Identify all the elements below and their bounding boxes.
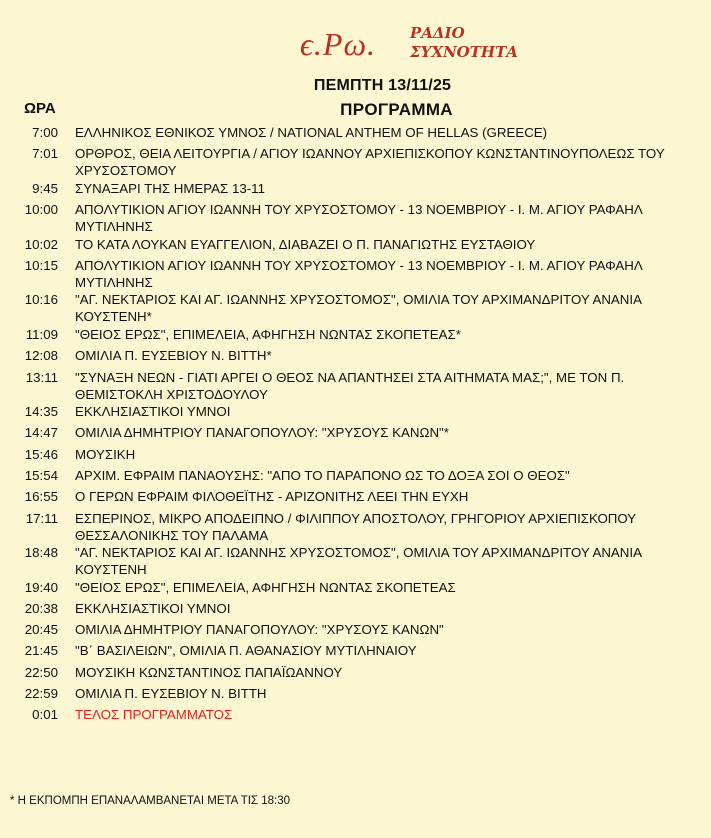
schedule-time: 19:40 <box>24 579 58 595</box>
description-line-2: ΚΟΥΣΤΕΝΗ* <box>75 309 152 325</box>
station-logo <box>300 24 540 72</box>
schedule-description <box>75 145 685 179</box>
schedule-date: ΠΕΜΠΤΗ 13/11/25 <box>313 77 452 94</box>
schedule-description <box>75 446 685 463</box>
schedule-description <box>75 600 685 617</box>
schedule-description <box>75 180 685 197</box>
description-line-1: ΤΟ ΚΑΤΑ ΛΟΥΚΑΝ ΕΥΑΓΓΕΛΙΟΝ, ΔΙΑΒΑΖΕΙ Ο Π. ΠΑΝΑΓΙΩΤΗΣ ΕΥΣΤΑΘΙΟΥ <box>75 236 536 252</box>
description-line-1: ΑΠΟΛΥΤΙΚΙΟΝ ΑΓΙΟΥ ΙΩΑΝΝΗ ΤΟΥ ΧΡΥΣΟΣΤΟΜΟΥ - 13 ΝΟΕΜΒΡΙΟΥ - Ι. Μ. ΑΓΙΟΥ ΡΑΦΑΗΛ <box>75 202 643 218</box>
description-line-2: ΚΟΥΣΤΕΝΗ <box>75 562 147 577</box>
logo-text <box>410 24 518 62</box>
schedule-time: 10:16 <box>24 292 58 308</box>
description-line-1: "ΑΓ. ΝΕΚΤΑΡΙΟΣ ΚΑΙ ΑΓ. ΙΩΑΝΝΗΣ ΧΡΥΣΟΣΤΟΜΟΣ", ΟΜΙΛΙΑ ΤΟΥ ΑΡΧΙΜΑΝΔΡΙΤΟΥ ΑΝΑΝΙΑ <box>75 292 642 308</box>
description-line-1: ΟΜΙΛΙΑ Π. ΕΥΣΕΒΙΟΥ Ν. ΒΙΤΤΗ* <box>75 348 272 364</box>
description-line-1: ΟΜΙΛΙΑ ΔΗΜΗΤΡΙΟΥ ΠΑΝΑΓΟΠΟΥΛΟΥ: "ΧΡΥΣΟΥΣ ΚΑΝΩΝ"* <box>75 425 449 441</box>
schedule-time: 11:09 <box>25 326 58 342</box>
schedule-time: 10:00 <box>24 202 58 218</box>
footnote: * Η ΕΚΠΟΜΠΗ ΕΠΑΝΑΛΑΜΒΑΝΕΤΑΙ ΜΕΤΑ ΤΙΣ 18:30 <box>10 795 290 807</box>
schedule-time: 0:01 <box>32 707 58 723</box>
schedule-time: 20:45 <box>24 622 58 638</box>
description-line-1: ΟΜΙΛΙΑ ΔΗΜΗΤΡΙΟΥ ΠΑΝΑΓΟΠΟΥΛΟΥ: "ΧΡΥΣΟΥΣ ΚΑΝΩΝ" <box>75 622 444 638</box>
description-line-1: ΜΟΥΣΙΚΗ ΚΩΝΣΤΑΝΤΙΝΟΣ ΠΑΠΑΪΩΑΝΝΟΥ <box>75 664 343 680</box>
description-line-1: ΟΜΙΛΙΑ Π. ΕΥΣΕΒΙΟΥ Ν. ΒΙΤΤΗ <box>75 686 267 701</box>
schedule-description <box>75 706 685 723</box>
schedule-time: 20:38 <box>24 600 58 616</box>
description-line-1: ΕΛΛΗΝΙΚΟΣ ΕΘΝΙΚΟΣ ΥΜΝΟΣ / NATIONAL ANTHEM OF HELLAS (GREECE) <box>75 125 548 140</box>
schedule-description <box>75 403 685 420</box>
description-line-1: "ΘΕΙΟΣ ΕΡΩΣ", ΕΠΙΜΕΛΕΙΑ, ΑΦΗΓΗΣΗ ΝΩΝΤΑΣ ΣΚΟΠΕΤΕΑΣ <box>75 579 456 595</box>
schedule-time: 14:47 <box>24 425 58 441</box>
description-line-2: ΘΕΜΙΣΤΟΚΛΗ ΧΡΙΣΤΟΔΟΥΛΟΥ <box>75 386 268 402</box>
description-line-2: ΜΥΤΙΛΗΝΗΣ <box>75 274 153 290</box>
schedule-description <box>75 124 685 141</box>
schedule-time: 12:08 <box>24 348 58 364</box>
schedule-time: 13:11 <box>25 369 58 385</box>
description-line-1: "Β΄ ΒΑΣΙΛΕΙΩΝ", ΟΜΙΛΙΑ Π. ΑΘΑΝΑΣΙΟΥ ΜΥΤΙΛΗΝΑΙΟΥ <box>75 643 417 659</box>
description-line-1: ΤΕΛΟΣ ΠΡΟΓΡΑΜΜΑΤΟΣ <box>75 707 233 723</box>
schedule-description <box>75 236 685 253</box>
schedule-description <box>75 642 685 659</box>
hour-column-header: ΩΡΑ <box>24 100 56 117</box>
schedule-description <box>75 347 685 364</box>
schedule-time: 18:48 <box>24 545 58 560</box>
schedule-description <box>75 291 685 325</box>
schedule-description <box>75 510 685 544</box>
schedule-time: 15:46 <box>24 446 58 462</box>
schedule-description <box>75 326 685 343</box>
description-line-2: ΜΥΤΙΛΗΝΗΣ <box>75 219 153 235</box>
schedule-time: 22:59 <box>24 686 58 701</box>
schedule-time: 7:00 <box>32 125 58 140</box>
schedule-time: 14:35 <box>24 404 58 419</box>
schedule-description <box>75 424 685 441</box>
schedule-time: 15:54 <box>24 467 58 483</box>
description-line-1: ΕΣΠΕΡΙΝΟΣ, ΜΙΚΡΟ ΑΠΟΔΕΙΠΝΟ / ΦΙΛΙΠΠΟΥ ΑΠΟΣΤΟΛΟΥ, ΓΡΗΓΟΡΙΟΥ ΑΡΧΙΕΠΙΣΚΟΠΟΥ <box>75 510 637 526</box>
schedule-time: 17:11 <box>25 510 58 526</box>
schedule-time: 9:45 <box>32 180 58 196</box>
schedule-description <box>75 201 685 235</box>
schedule-description <box>75 544 685 578</box>
description-line-1: ΟΡΘΡΟΣ, ΘΕΙΑ ΛΕΙΤΟΥΡΓΙΑ / ΑΓΙΟΥ ΙΩΑΝΝΟΥ ΑΡΧΙΕΠΙΣΚΟΠΟΥ ΚΩΝΣΤΑΝΤΙΝΟΥΠΟΛΕΩΣ ΤΟΥ <box>75 146 665 162</box>
schedule-time: 7:01 <box>32 146 58 162</box>
schedule-description <box>75 467 685 484</box>
description-line-1: ΣΥΝΑΞΑΡΙ ΤΗΣ ΗΜΕΡΑΣ 13-11 <box>75 180 265 196</box>
schedule-time: 10:15 <box>24 257 58 273</box>
schedule-description <box>75 488 685 505</box>
schedule-time: 16:55 <box>24 489 58 505</box>
description-line-1: "ΣΥΝΑΞΗ ΝΕΩΝ - ΓΙΑΤΙ ΑΡΓΕΙ Ο ΘΕΟΣ ΝΑ ΑΠΑΝΤΗΣΕΙ ΣΤΑ ΑΙΤΗΜΑΤΑ ΜΑΣ;", ΜΕ ΤΟΝ Π. <box>75 369 625 385</box>
description-line-1: ΑΠΟΛΥΤΙΚΙΟΝ ΑΓΙΟΥ ΙΩΑΝΝΗ ΤΟΥ ΧΡΥΣΟΣΤΟΜΟΥ - 13 ΝΟΕΜΒΡΙΟΥ - Ι. Μ. ΑΓΙΟΥ ΡΑΦΑΗΛ <box>75 257 643 273</box>
logo-line-1: ΡΑΔΙΟ <box>410 24 465 42</box>
description-line-1: ΜΟΥΣΙΚΗ <box>75 446 136 462</box>
schedule-description <box>75 369 685 403</box>
description-line-2: ΘΕΣΣΑΛΟΝΙΚΗΣ ΤΟΥ ΠΑΛΑΜΑ <box>75 527 269 543</box>
logo-mark: ϵ.Ρω. <box>300 26 377 62</box>
logo-line-2: ΣΥΧΝΟΤΗΤΑ <box>410 43 518 61</box>
schedule-time: 10:02 <box>24 236 58 252</box>
schedule-time: 21:45 <box>24 643 58 659</box>
schedule-description <box>75 579 685 596</box>
description-line-1: ΕΚΚΛΗΣΙΑΣΤΙΚΟΙ ΥΜΝΟΙ <box>75 404 231 419</box>
program-title: ΠΡΟΓΡΑΜΜΑ <box>340 100 453 119</box>
description-line-1: Ο ΓΕΡΩΝ ΕΦΡΑΙΜ ΦΙΛΟΘΕΪΤΗΣ - ΑΡΙΖΟΝΙΤΗΣ ΛΕΕΙ ΤΗΝ ΕΥΧΗ <box>75 489 469 505</box>
schedule-description <box>75 685 685 702</box>
schedule-description <box>75 664 685 681</box>
description-line-1: "ΘΕΙΟΣ ΕΡΩΣ", ΕΠΙΜΕΛΕΙΑ, ΑΦΗΓΗΣΗ ΝΩΝΤΑΣ ΣΚΟΠΕΤΕΑΣ* <box>75 326 461 342</box>
description-line-1: "ΑΓ. ΝΕΚΤΑΡΙΟΣ ΚΑΙ ΑΓ. ΙΩΑΝΝΗΣ ΧΡΥΣΟΣΤΟΜΟΣ", ΟΜΙΛΙΑ ΤΟΥ ΑΡΧΙΜΑΝΔΡΙΤΟΥ ΑΝΑΝΙΑ <box>75 545 642 560</box>
schedule-description <box>75 621 685 638</box>
description-line-1: ΑΡΧΙΜ. ΕΦΡΑΙΜ ΠΑΝΑΟΥΣΗΣ: "ΑΠΟ ΤΟ ΠΑΡΑΠΟΝΟ ΩΣ ΤΟ ΔΟΞΑ ΣΟΙ Ο ΘΕΟΣ" <box>75 467 570 483</box>
description-line-2: ΧΡΥΣΟΣΤΟΜΟΥ <box>75 163 177 179</box>
schedule-time: 22:50 <box>24 664 58 680</box>
schedule-description <box>75 257 685 291</box>
description-line-1: ΕΚΚΛΗΣΙΑΣΤΙΚΟΙ ΥΜΝΟΙ <box>75 600 231 616</box>
